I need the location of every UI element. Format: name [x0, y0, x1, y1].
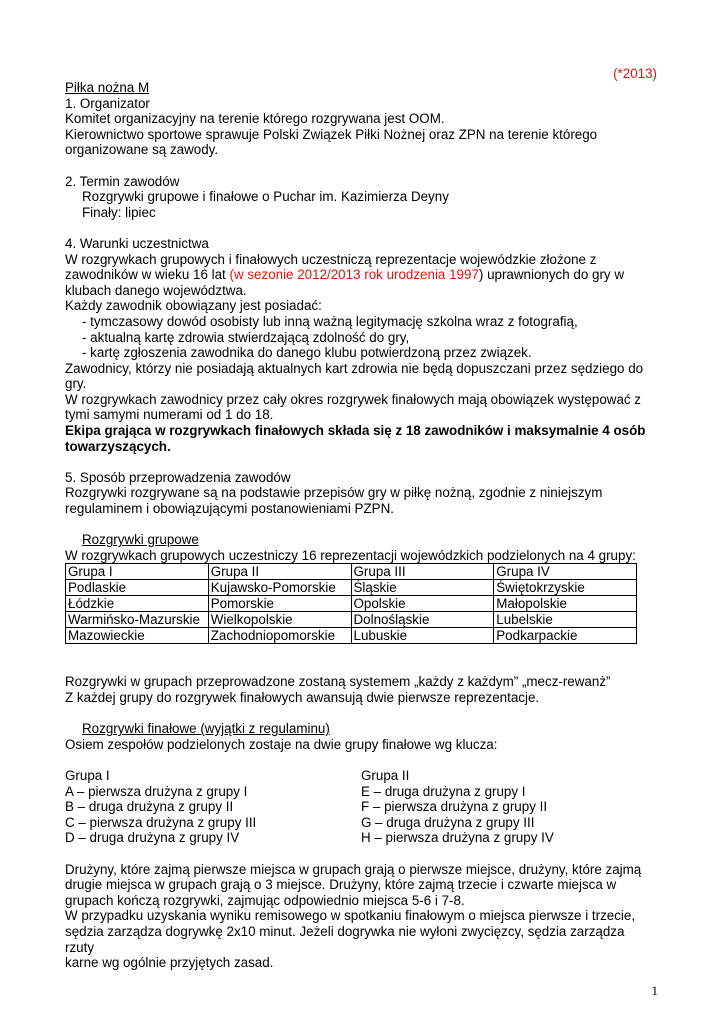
section-2-heading: 2. Termin zawodów [65, 173, 180, 189]
section-4-line: gry. [65, 376, 87, 392]
section-4-line: Każdy zawodnik obowiązany jest posiadać: [65, 298, 322, 314]
final-group-entry: C – pierwsza drużyna z grupy III [65, 814, 257, 830]
table-cell: Kujawsko-Pomorskie [208, 580, 351, 596]
table-row [66, 596, 637, 612]
final-group-2 [361, 768, 657, 846]
final-groups [65, 768, 657, 846]
section-5-heading: 5. Sposób przeprowadzenia zawodów [65, 469, 291, 485]
table-cell: Zachodniopomorskie [208, 628, 351, 644]
final-group-title: Grupa I [65, 767, 110, 783]
requirement-item: - aktualną kartę zdrowia stwierdzającą zdolność do gry, [82, 329, 410, 345]
section-1-line: Kierownictwo sportowe sprawuje Polski Związek Piłki Nożnej oraz ZPN na terenie którego [65, 126, 598, 142]
final-group-title: Grupa II [361, 767, 410, 783]
table-cell: Małopolskie [494, 596, 637, 612]
section-4-line: tymi samymi numerami od 1 do 18. [65, 407, 274, 423]
section-4-line: Zawodnicy, którzy nie posiadają aktualnych kart zdrowia nie będą dopuszczani przez sędziego do [65, 360, 644, 376]
table-cell: Grupa IV [494, 564, 637, 580]
section-4-line: zawodników w wieku 16 lat (w sezonie 2012/2013 rok urodzenia 1997) uprawnionych do gry w [65, 267, 625, 283]
final-stage-line: Drużyny, które zajmą pierwsze miejsca w grupach grają o pierwsze miejsce, drużyny, które zajmą [65, 861, 642, 877]
group-stage-heading: Rozgrywki grupowe [82, 532, 199, 548]
final-group-entry: E – druga drużyna z grupy I [361, 783, 526, 799]
table-cell: Śląskie [351, 580, 494, 596]
document-body [65, 64, 657, 971]
final-group-entry: F – pierwsza drużyna z grupy II [361, 799, 548, 815]
section-2-line: Finały: lipiec [82, 204, 156, 220]
final-stage-line: sędzia zarządza dogrywkę 2x10 minut. Jeżeli dogrywka nie wyłoni zwycięzcy, sędzia zarządza rzuty [65, 923, 625, 955]
table-cell: Grupa II [208, 564, 351, 580]
group-stage-intro: W rozgrywkach grupowych uczestniczy 16 reprezentacji wojewódzkich podzielonych na 4 grupy: [65, 547, 636, 563]
table-cell: Świętokrzyskie [494, 580, 637, 596]
table-cell: Podkarpackie [494, 628, 637, 644]
page-number: 1 [651, 983, 658, 998]
groups-table [65, 563, 637, 644]
table-cell: Opolskie [351, 596, 494, 612]
final-stage-heading: Rozgrywki finałowe (wyjątki z regulaminu) [82, 721, 330, 737]
section-4-heading: 4. Warunki uczestnictwa [65, 235, 209, 251]
final-group-entry: D – druga drużyna z grupy IV [65, 830, 240, 846]
document-title: Piłka nożna M [65, 80, 150, 95]
section-4-line: W rozgrywkach zawodnicy przez cały okres rozgrywek finałowych mają obowiązek występować z [65, 391, 642, 407]
final-group-entry: H – pierwsza drużyna z grupy IV [361, 830, 554, 846]
table-cell: Łódzkie [66, 596, 209, 612]
final-stage-line: W przypadku uzyskania wyniku remisowego w spotkaniu finałowym o miejsca pierwsze i trzecie, [65, 908, 636, 924]
final-stage-line: grupach kończą rozgrywki, zajmując odpowiednio miejsca 5-6 i 7-8. [65, 892, 465, 908]
season-note: (w sezonie 2012/2013 rok urodzenia 1997 [229, 267, 479, 283]
table-cell: Podlaskie [66, 580, 209, 596]
section-1-line: organizowane są zawody. [65, 142, 219, 158]
table-cell: Pomorskie [208, 596, 351, 612]
table-cell: Dolnośląskie [351, 612, 494, 628]
table-row [66, 628, 637, 644]
table-cell: Lubelskie [494, 612, 637, 628]
table-row [66, 612, 637, 628]
table-cell: Lubuskie [351, 628, 494, 644]
team-size-rule: towarzyszących. [65, 438, 171, 454]
section-4-line: W rozgrywkach grupowych i finałowych uczestniczą reprezentacje wojewódzkie złożone z [65, 251, 597, 267]
table-cell: Warmińsko-Mazurskie [66, 612, 209, 628]
final-group-entry: G – druga drużyna z grupy III [361, 814, 535, 830]
final-stage-line: karne wg ogólnie przyjętych zasad. [65, 955, 274, 971]
table-cell: Wielkopolskie [208, 612, 351, 628]
year-tag: (*2013) [613, 66, 657, 81]
requirement-item: - kartę zgłoszenia zawodnika do danego klubu potwierdzoną przez związek. [82, 345, 532, 361]
table-cell: Grupa III [351, 564, 494, 580]
table-cell: Grupa I [66, 564, 209, 580]
section-2-line: Rozgrywki grupowe i finałowe o Puchar im. Kazimierza Deyny [82, 189, 449, 205]
group-stage-note: Rozgrywki w grupach przeprowadzone zostaną systemem „każdy z każdym” „mecz-rewanż” [65, 674, 611, 690]
final-group-entry: B – druga drużyna z grupy II [65, 799, 234, 815]
table-row [66, 580, 637, 596]
final-stage-line: drugie miejsca w grupach grają o 3 miejsce. Drużyny, które zajmą trzecie i czwarte miejsca w [65, 877, 617, 893]
section-1-heading: 1. Organizator [65, 95, 150, 111]
table-row [66, 564, 637, 580]
section-1-line: Komitet organizacyjny na terenie którego rozgrywana jest OOM. [65, 111, 445, 127]
section-5-line: Rozgrywki rozgrywane są na podstawie przepisów gry w piłkę nożną, zgodnie z niniejszym [65, 485, 603, 501]
final-group-1 [65, 768, 361, 846]
requirement-item: - tymczasowy dowód osobisty lub inną ważną legitymację szkolna wraz z fotografią, [82, 313, 578, 329]
final-stage-intro: Osiem zespołów podzielonych zostaje na dwie grupy finałowe wg klucza: [65, 736, 498, 752]
section-5-line: regulaminem i obowiązującymi postanowieniami PZPN. [65, 501, 394, 517]
final-group-entry: A – pierwsza drużyna z grupy I [65, 783, 248, 799]
team-size-rule: Ekipa grająca w rozgrywkach finałowych składa się z 18 zawodników i maksymalnie 4 osób [65, 423, 646, 439]
section-4-line: klubach danego województwa. [65, 282, 247, 298]
group-stage-note: Z każdej grupy do rozgrywek finałowych awansują dwie pierwsze reprezentacje. [65, 690, 540, 705]
table-cell: Mazowieckie [66, 628, 209, 644]
